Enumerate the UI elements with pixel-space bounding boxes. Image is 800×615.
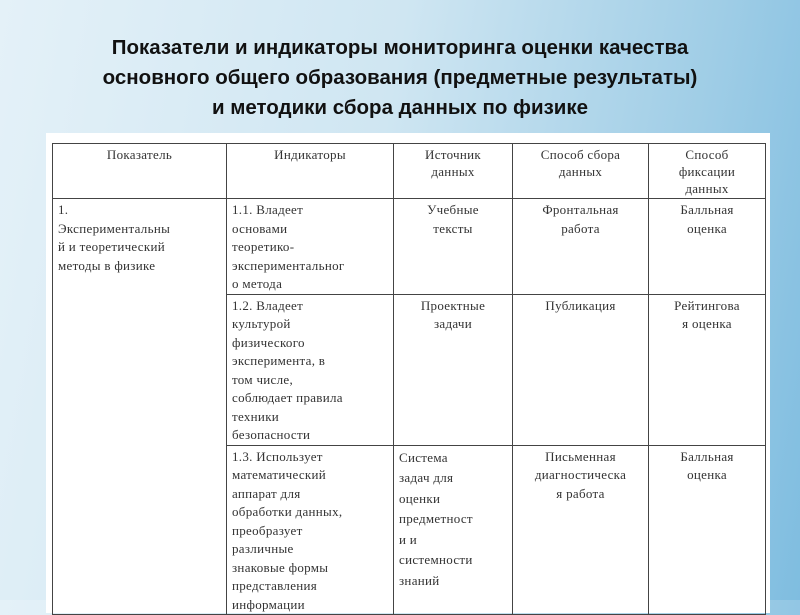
header-fixation: Способ фиксации данных xyxy=(649,144,766,199)
title-line-3: и методики сбора данных по физике xyxy=(211,96,589,119)
method-cell: Публикация xyxy=(513,294,649,445)
title-line-1: Показатели и индикаторы мониторинга оценки качества xyxy=(111,36,689,59)
table-panel xyxy=(46,133,770,613)
source-cell: Система задач для оценки предметност и и системности знаний xyxy=(394,445,513,615)
header-indicators: Индикаторы xyxy=(227,144,394,199)
table-row xyxy=(53,199,766,295)
table-header-row xyxy=(53,144,766,199)
method-cell: Письменная диагностическа я работа xyxy=(513,445,649,615)
indicator-item: 1.3. Использует математический аппарат для обработки данных, преобразует различные знаковые формы представления информации xyxy=(227,445,394,615)
fixation-cell: Балльная оценка xyxy=(649,445,766,615)
fixation-cell: Рейтингова я оценка xyxy=(649,294,766,445)
header-method: Способ сбора данных xyxy=(513,144,649,199)
slide-title xyxy=(0,33,800,123)
indicator-item: 1.2. Владеет культурой физического эксперимента, в том числе, соблюдает правила техники безопасности xyxy=(227,294,394,445)
method-cell: Фронтальная работа xyxy=(513,199,649,295)
indicator-cell: 1. Экспериментальны й и теоретический методы в физике xyxy=(53,199,227,615)
fixation-cell: Балльная оценка xyxy=(649,199,766,295)
indicator-item: 1.1. Владеет основами теоретико- экспериментальног о метода xyxy=(227,199,394,295)
source-cell: Учебные тексты xyxy=(394,199,513,295)
monitoring-table xyxy=(52,143,766,615)
title-line-2: основного общего образования (предметные результаты) xyxy=(102,66,698,89)
header-indicator: Показатель xyxy=(53,144,227,199)
header-source: Источник данных xyxy=(394,144,513,199)
source-cell: Проектные задачи xyxy=(394,294,513,445)
